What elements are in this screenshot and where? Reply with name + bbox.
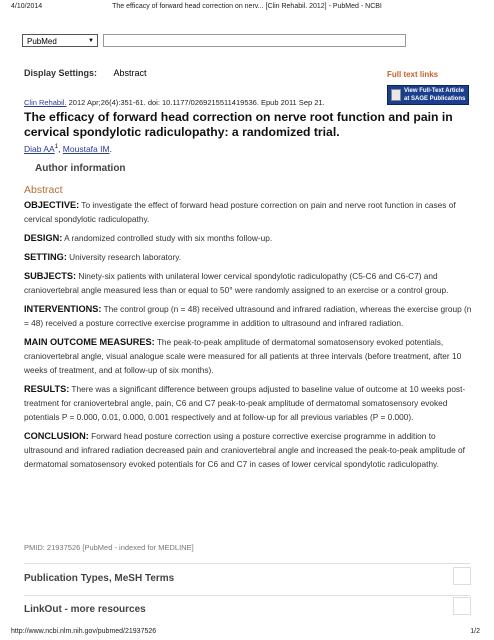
search-input[interactable] <box>103 34 406 47</box>
abstract-section-text: The peak-to-peak amplitude of dermatomal somatosensory evoked potentials, craniovertebral angle, visual analogue scale were measured for all patients at three intervals (before treatment, after 10 weeks of treatment, and at follow-up of six months). <box>24 337 462 375</box>
abstract-section-text: University research laboratory. <box>66 252 182 262</box>
journal-link[interactable]: Clin Rehabil. <box>24 98 67 107</box>
abstract-heading: Abstract <box>24 184 63 196</box>
abstract-section-label: CONCLUSION: <box>24 431 89 441</box>
abstract-section <box>24 335 476 377</box>
search-bar <box>22 34 406 49</box>
abstract-section-text: There was a significant difference between groups adjusted to baseline value of outcome at 10 weeks post-treatment for craniovertebral angle, pain, C6 and C7 peak-to-peak amplitude of dermatomal somatosensory evoked potentials P = 0.000, 0.01, 0.000, 0.001 respectively and at follow-up for all previous variables (P = 0.000). <box>24 384 466 422</box>
abstract-body <box>24 198 476 476</box>
abstract-section <box>24 382 476 424</box>
database-select[interactable] <box>22 34 98 47</box>
abstract-section <box>24 231 476 245</box>
abstract-section <box>24 269 476 297</box>
abstract-section-text: Forward head posture correction using a posture corrective exercise programme in addition to ultrasound and infrared radiation decreased pain and craniovertebral angle and increased the peak-to-peak amplitude of dermatomal somatosensory evoked potentials for C6 and C7 in cases of lower cervical spondylotic radiculopathy. <box>24 431 465 469</box>
sage-badge-line1: View Full-Text Article <box>404 88 464 94</box>
divider <box>24 563 470 564</box>
abstract-section <box>24 198 476 226</box>
abstract-section-text: A randomized controlled study with six months follow-up. <box>62 233 273 243</box>
abstract-section-text: To investigate the effect of forward head posture correction on pain and nerve root function in cases of cervical spondylotic radiculopathy. <box>24 200 456 224</box>
article-title: The efficacy of forward head correction on nerve root function and pain in cervical spondylotic radiculopathy: a randomized trial. <box>24 110 453 139</box>
author-list <box>24 144 112 154</box>
section-toggle-publication-types[interactable]: Publication Types, MeSH Terms <box>24 573 175 584</box>
abstract-section-label: RESULTS: <box>24 384 70 394</box>
citation <box>24 98 325 107</box>
print-header <box>0 0 494 12</box>
abstract-section-label: SUBJECTS: <box>24 271 77 281</box>
display-settings-label[interactable]: Display Settings: <box>24 68 98 78</box>
abstract-section <box>24 429 476 471</box>
abstract-section <box>24 250 476 264</box>
abstract-section-text: The control group (n = 48) received ultrasound and infrared radiation, whereas the exercise group (n = 48) received a posture corrective exercise programme in addition to ultrasound and infrared radiation. <box>24 304 472 328</box>
sage-badge-text <box>404 88 465 103</box>
section-toggle-linkout[interactable]: LinkOut - more resources <box>24 604 146 615</box>
abstract-section-label: DESIGN: <box>24 233 63 243</box>
pmid-line: PMID: 21937526 [PubMed - indexed for MEDLINE] <box>24 543 194 552</box>
divider <box>24 595 470 596</box>
sage-badge-line2: at SAGE Publications <box>404 95 466 102</box>
document-icon <box>391 89 401 101</box>
sage-full-text-button[interactable] <box>387 85 469 105</box>
print-url: http://www.ncbi.nlm.nih.gov/pubmed/21937526 <box>11 628 157 635</box>
abstract-section-label: OBJECTIVE: <box>24 200 80 210</box>
database-select-value: PubMed <box>27 37 57 46</box>
author-affiliation-marker: 1 <box>54 144 59 151</box>
print-page-number: 1/2 <box>470 628 480 635</box>
expand-toggle[interactable] <box>453 597 471 615</box>
display-settings-value: Abstract <box>113 68 147 78</box>
author-link[interactable]: Diab AA <box>24 144 55 154</box>
expand-toggle[interactable] <box>453 567 471 585</box>
author-terminator: . <box>109 144 112 154</box>
full-text-links-heading: Full text links <box>387 70 439 79</box>
author-information-toggle[interactable]: Author information <box>35 163 126 174</box>
display-settings[interactable] <box>24 68 147 78</box>
abstract-section-label: MAIN OUTCOME MEASURES: <box>24 337 155 347</box>
abstract-section <box>24 302 476 330</box>
print-date: 4/10/2014 <box>11 3 43 10</box>
abstract-section-text: Ninety-six patients with unilateral lower cervical spondylotic radiculopathy (C5-C6 and C6-C7) and craniovertebral angle measured less than or equal to 50° were randomly assigned to an exercise or a control group. <box>24 271 449 295</box>
print-footer <box>0 625 494 637</box>
chevron-down-icon: ▼ <box>88 38 94 44</box>
author-link[interactable]: Moustafa IM <box>62 144 110 154</box>
abstract-section-label: SETTING: <box>24 252 67 262</box>
citation-details: 2012 Apr;26(4):351-61. doi: 10.1177/0269215511419536. Epub 2011 Sep 21. <box>66 98 325 107</box>
author-separator: , <box>58 144 63 154</box>
abstract-section-label: INTERVENTIONS: <box>24 304 102 314</box>
print-page-title: The efficacy of forward head correction on nerv... [Clin Rehabil. 2012] - PubMed - NCBI <box>112 3 382 10</box>
